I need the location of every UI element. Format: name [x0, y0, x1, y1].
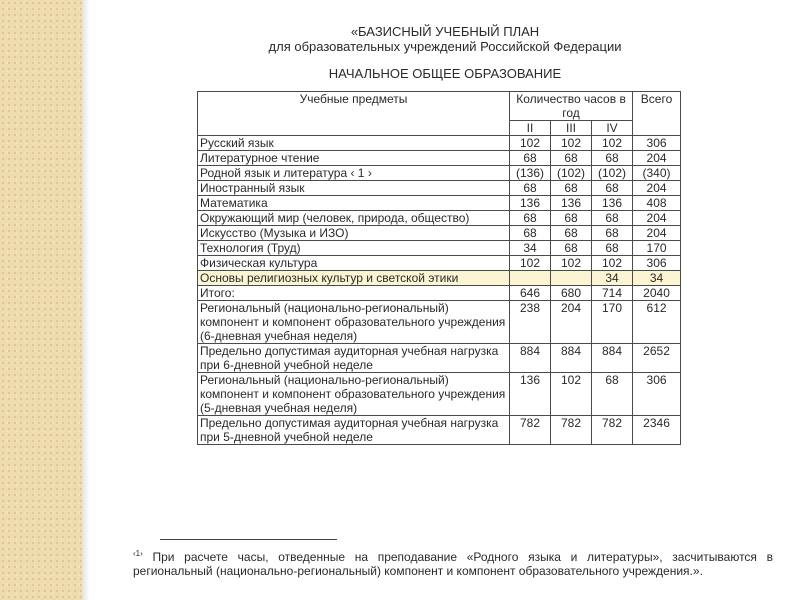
subject-cell: Иностранный язык — [198, 181, 510, 196]
hours-cell: 646 — [510, 286, 551, 301]
highlighted-row — [198, 271, 681, 286]
table-row — [198, 226, 681, 241]
footnote-marker: ‹1› — [133, 549, 143, 558]
hours-cell: 102 — [592, 256, 633, 271]
hours-cell: 136 — [592, 196, 633, 211]
total-cell: 306 — [633, 136, 681, 151]
hours-cell: 680 — [551, 286, 592, 301]
table-row — [198, 286, 681, 301]
hours-cell: 68 — [592, 211, 633, 226]
hours-cell: 782 — [592, 416, 633, 445]
hours-cell — [551, 271, 592, 286]
page-shadow — [82, 0, 90, 600]
footnote — [133, 547, 773, 578]
subject-cell: Физическая культура — [198, 256, 510, 271]
subject-cell: Региональный (национально-региональный) компонент и компонент образовательного учреждения (5-дневная учебная неделя) — [198, 373, 510, 416]
table-row — [198, 344, 681, 373]
hours-cell: 68 — [510, 151, 551, 166]
document-title: «БАЗИСНЫЙ УЧЕБНЫЙ ПЛАН — [350, 24, 540, 39]
hours-cell: 68 — [551, 241, 592, 256]
hours-cell: 102 — [551, 136, 592, 151]
hours-cell: 102 — [551, 256, 592, 271]
table-row — [198, 416, 681, 445]
hours-cell: (102) — [551, 166, 592, 181]
hours-cell: 782 — [510, 416, 551, 445]
table-row — [198, 166, 681, 181]
subject-cell: Родной язык и литература ‹ 1 › — [198, 166, 510, 181]
hours-cell: 238 — [510, 301, 551, 344]
table-row — [198, 196, 681, 211]
hours-cell: 68 — [510, 181, 551, 196]
hours-cell — [510, 271, 551, 286]
subject-cell: Предельно допустимая аудиторная учебная нагрузка при 6-дневной учебной неделе — [198, 344, 510, 373]
document-page — [90, 0, 800, 600]
subject-cell: Искусство (Музыка и ИЗО) — [198, 226, 510, 241]
table-row — [198, 181, 681, 196]
subject-cell: Русский язык — [198, 136, 510, 151]
subject-cell: Технология (Труд) — [198, 241, 510, 256]
table-row — [198, 241, 681, 256]
hours-cell: 68 — [510, 226, 551, 241]
hours-cell: 136 — [551, 196, 592, 211]
table-row — [198, 301, 681, 344]
footnote-text: При расчете часы, отведенные на преподавание «Родного языка и литературы», засчитываются в региональный (национально-региональный) компонент и компонент образовательного учреждения.». — [133, 550, 773, 578]
total-cell: 612 — [633, 301, 681, 344]
hours-cell: 68 — [551, 226, 592, 241]
header-grade: III — [551, 121, 592, 136]
total-cell: 306 — [633, 256, 681, 271]
header-grade: II — [510, 121, 551, 136]
curriculum-table — [197, 91, 681, 445]
hours-cell: 884 — [551, 344, 592, 373]
hours-cell: 136 — [510, 373, 551, 416]
decorative-left-band — [0, 0, 82, 600]
hours-cell: 884 — [592, 344, 633, 373]
total-cell: 306 — [633, 373, 681, 416]
hours-cell: 102 — [551, 373, 592, 416]
total-cell: 204 — [633, 226, 681, 241]
total-cell: 204 — [633, 151, 681, 166]
hours-cell: (102) — [592, 166, 633, 181]
hours-cell: 68 — [592, 226, 633, 241]
hours-cell: 68 — [592, 151, 633, 166]
header-grade: IV — [592, 121, 633, 136]
subject-cell: Региональный (национально-региональный) компонент и компонент образовательного учреждения (6-дневная учебная неделя) — [198, 301, 510, 344]
total-cell: 204 — [633, 181, 681, 196]
hours-cell: 102 — [510, 256, 551, 271]
hours-cell: 68 — [592, 373, 633, 416]
hours-cell: (136) — [510, 166, 551, 181]
total-cell: 34 — [633, 271, 681, 286]
hours-cell: 68 — [592, 241, 633, 256]
hours-cell: 102 — [592, 136, 633, 151]
total-cell: (340) — [633, 166, 681, 181]
document-subtitle: для образовательных учреждений Российской Федерации — [268, 39, 622, 54]
hours-cell: 136 — [510, 196, 551, 211]
hours-cell: 102 — [510, 136, 551, 151]
header-total: Всего — [633, 92, 681, 136]
hours-cell: 68 — [551, 211, 592, 226]
hours-cell: 714 — [592, 286, 633, 301]
table-row — [198, 151, 681, 166]
hours-cell: 68 — [592, 181, 633, 196]
hours-cell: 34 — [510, 241, 551, 256]
total-cell: 2346 — [633, 416, 681, 445]
header-hours: Количество часов в год — [510, 92, 633, 121]
footnote-divider — [160, 539, 337, 540]
table-row — [198, 373, 681, 416]
subject-cell: Предельно допустимая аудиторная учебная нагрузка при 5-дневной учебной неделе — [198, 416, 510, 445]
subject-cell: Итого: — [198, 286, 510, 301]
hours-cell: 884 — [510, 344, 551, 373]
subject-cell: Литературное чтение — [198, 151, 510, 166]
table-row — [198, 136, 681, 151]
hours-cell: 782 — [551, 416, 592, 445]
hours-cell: 68 — [551, 151, 592, 166]
total-cell: 2652 — [633, 344, 681, 373]
hours-cell: 68 — [510, 211, 551, 226]
subject-cell: Математика — [198, 196, 510, 211]
subject-cell: Основы религиозных культур и светской этики — [198, 271, 510, 286]
hours-cell: 68 — [551, 181, 592, 196]
total-cell: 170 — [633, 241, 681, 256]
header-subjects: Учебные предметы — [198, 92, 510, 136]
total-cell: 2040 — [633, 286, 681, 301]
table-row — [198, 211, 681, 226]
subject-cell: Окружающий мир (человек, природа, общество) — [198, 211, 510, 226]
hours-cell: 170 — [592, 301, 633, 344]
hours-cell: 34 — [592, 271, 633, 286]
hours-cell: 204 — [551, 301, 592, 344]
total-cell: 204 — [633, 211, 681, 226]
section-heading: НАЧАЛЬНОЕ ОБЩЕЕ ОБРАЗОВАНИЕ — [328, 66, 562, 81]
total-cell: 408 — [633, 196, 681, 211]
table-row — [198, 256, 681, 271]
